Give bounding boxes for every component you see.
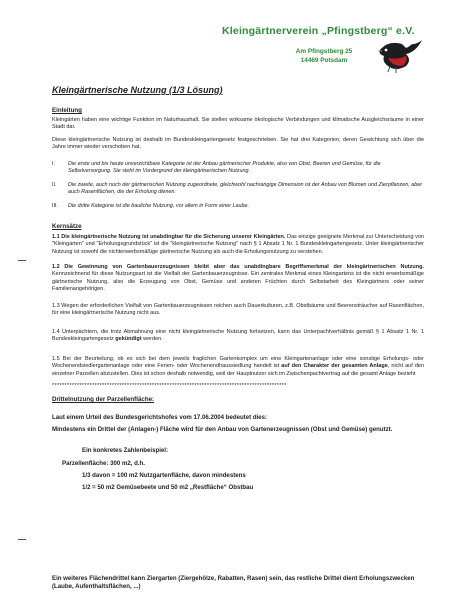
example-heading: Ein konkretes Zahlenbeispiel: [82,447,169,454]
kernsatz-1-2-body: Kennzeichnend für diese Nutzungsart ist die Vielfalt der Gartenbauerzeugnisse. Ein zentrales Merkmal eines Kleingartens ist die nicht erwerbsmäßige gärtnerische Nutzung, also die Erzeugung von Obst, Gemüse und anderen Früchten durch Selbstarbeit des Kleingärtners oder seiner Familienangehörigen. [52,271,424,293]
heading-drittelnutzung: Drittelnutzung der Parzellenfläche: [52,396,155,403]
address-city: 14469 Potsdam [300,57,348,64]
paragraph-kernsatz-1-5 [52,356,424,378]
kernsatz-1-4-body: 1.4 Unterpächtern, die trotz Abmahnung eine nicht kleingärtnerische Nutzung fortsetzen, kann das Unterpachtverhältnis gemäß § 1 Absatz 1 Nr. 1 Bundeskleingartengesetz [52,329,424,343]
paragraph-intro-1: Kleingärten haben eine wichtige Funktion im Naturhaushalt. Sie stellen wirksame ökologische Verbindungen und klimatische Ausgleichsräume in einer Stadt dar. [52,117,424,131]
separator-stars: ********************************************************************************************** [52,383,287,389]
paragraph-kernsatz-1-3: 1.3 Wegen der erforderlichen Vielfalt von Gartenbauerzeugnissen reichen auch Dauerkulturen, z.B. Obstbäume und Beerensträucher auf Rasenflächen, für eine kleingärtnerische Nutzung nicht aus. [52,303,424,317]
kernsatz-1-4-end: werden. [141,336,163,343]
kernsatz-1-5-emphasis: auf den Charakter der gesamten Anlage [281,363,388,370]
list-number: II. [52,182,57,188]
club-name: Kleingärtnerverein „Pfingstberg“ e.V. [222,25,415,37]
margin-mark [18,539,26,540]
heading-einleitung: Einleitung [52,107,82,114]
paragraph-kernsatz-1-2 [52,264,424,294]
paragraph-kernsatz-1-4 [52,329,424,344]
kernsatz-1-1-lead: 1.1 Die kleingärtnerische Nutzung ist unabdingbar für die Sicherung unserer Kleingärten. [52,234,286,240]
paragraph-kernsatz-1-1 [52,234,424,256]
list-number: III. [52,203,58,209]
list-text: Die dritte Kategorie ist die bauliche Nutzung, vor allem in Form einer Laube. [68,203,249,209]
document-title: Kleingärtnerische Nutzung (1/3 Lösung) [52,85,223,95]
kernsatz-1-4-emphasis: gekündigt [115,336,142,343]
example-row-half: 1/2 = 50 m2 Gemüsebeete und 50 m2 „Restfläche“ Obstbau [82,484,254,491]
example-row-third: 1/3 davon = 100 m2 Nutzgartenfläche, davon mindestens [82,472,246,479]
bird-logo-icon [376,36,424,74]
heading-kernsaetze: Kernsätze [52,223,82,230]
club-address [274,47,374,65]
paragraph-urteil: Laut einem Urteil des Bundesgerichtshofes vom 17.06.2004 bedeutet dies: [52,414,268,421]
kernsatz-1-1-body: Das einzige geeignete Merkmal zur Unterscheidung von "Kleingarten" und "Erholungsgrundstück" ist die "kleingärtnerische Nutzung" nach § 1 Absatz 1 Nr. 1 Bundeskleingartengesetz. Unter kleingärtnerischer Nutzung ist sowohl die nichterwerbsmäßige gärtnerische Nutzung als auch die Erholungsnutzung zu verstehen. [52,234,424,255]
list-number: I. [52,161,55,167]
kernsatz-1-2-lead: 1.2 Die Gewinnung von Gartenbauerzeugnissen bleibt aber das unabdingbare Begriffsmerkmal der kleingärtnerischen Nutzung. [52,264,424,270]
paragraph-final: Ein weiteres Flächendrittel kann Ziergarten (Ziergehölze, Rabatten, Rasen) sein, das restliche Drittel dient Erholungszwecken (Laube, Aufenthaltsflächen, ...) [52,575,415,591]
kernsatz-1-5-body: 1.5 Bei der Beurteilung, ob es sich bei dem jeweils fraglichen Gartenkomplex um eine Kleingartenanlage oder eine sonstige Erholungs- oder Wochenendsiedlergartenanlage oder eine Ferien- oder Wochenendhaussiedlung handelt ist [52,356,424,370]
list-item-category-2 [52,182,424,197]
margin-mark [18,260,26,261]
list-text: Die zweite, auch noch der gärtnerischen Nutzung zugeordnete, gleichwohl nachrangige Dimension ist der Anbau von Blumen und Zierpflanzen, aber auch Rasenflächen, die der Erholung dienen. [68,182,422,196]
address-street: Am Pfingstberg 25 [295,48,353,55]
paragraph-intro-2: Diese kleingärtnerische Nutzung ist deshalb im Bundeskleingartengesetz festgeschrieben. Sie hat drei Kategorien, deren Gewichtung sich über die Jahre immer wieder verschoben hat. [52,137,424,151]
list-item-category-1 [52,161,424,176]
example-row-area: Parzellenfläche: 300 m2, d.h. [62,460,145,467]
list-text: Die erste und bis heute unverzichtbare Kategorie ist der Anbau gärtnerischer Produkte, also von Obst, Beeren und Gemüse, für die Selbstversorgung. Sie steht im Vordergrund der kleingärtnerischen Nutzung. [68,161,381,175]
list-item-category-3 [52,203,424,211]
paragraph-mindestens: Mindestens ein Drittel der (Anlagen-) Fläche wird für den Anbau von Gartenerzeugnissen (Obst und Gemüse) genutzt. [52,426,393,433]
kernsatz-1-5-end: , nicht auf den einzelner Parzellen abzustellen. Dies ist schon deshalb notwendig, weil der Hauptnutzer sich im Zwischenpachtvertrag auf die gesamt Anlage bezieht [52,363,424,377]
